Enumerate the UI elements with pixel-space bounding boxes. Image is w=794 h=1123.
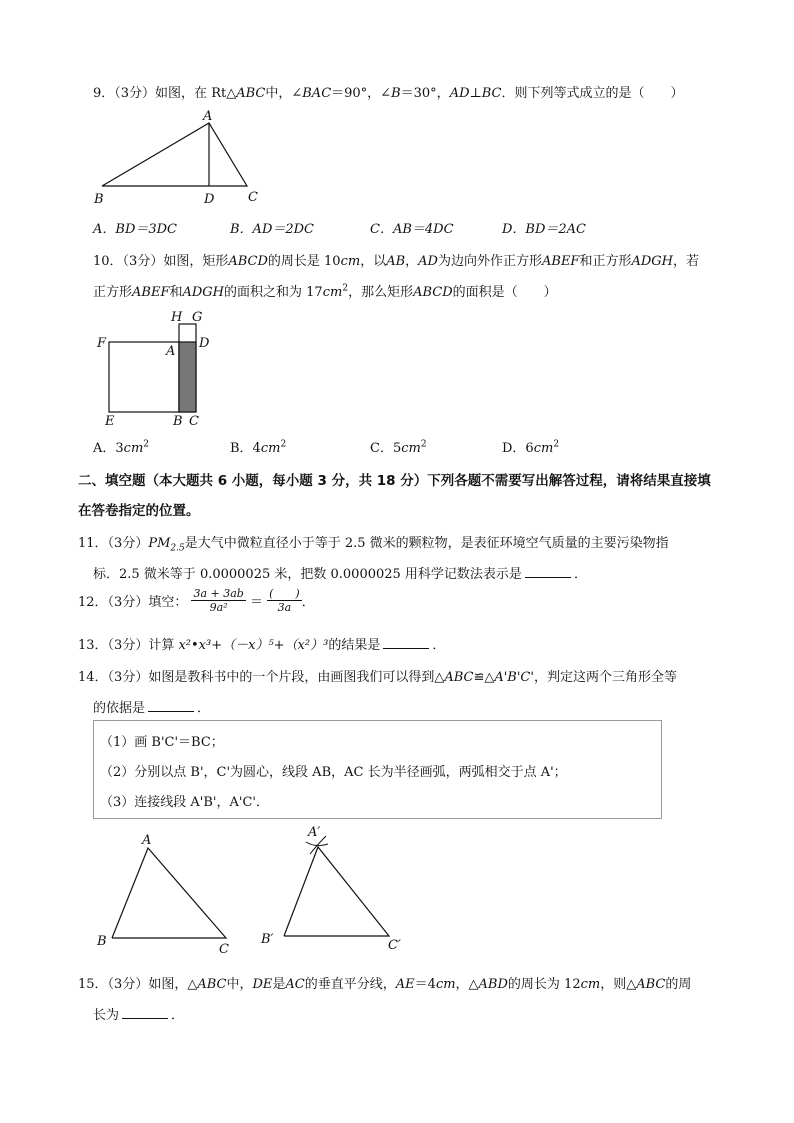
question-15-line2	[93, 1004, 184, 1023]
q10-ab: AB	[386, 254, 406, 269]
q10-label-g: G	[192, 310, 203, 325]
q15-cm: cm	[435, 977, 456, 992]
q14-step-2: （2）分别以点 B'，C'为圆心，线段 AB，AC 长为半径画弧，两弧相交于点 A'；	[100, 765, 567, 780]
q9-label-d: D	[204, 192, 215, 207]
question-13	[78, 634, 445, 653]
q10-l2-adgh: ADGH	[182, 285, 225, 300]
q10-l2d: ，那么矩形	[348, 285, 414, 300]
q15-e: ＝4	[414, 977, 436, 992]
q9-text: 9．（3分）如图，在	[93, 86, 208, 101]
q9-bc: BC	[481, 86, 502, 101]
q10-l2e: 的面积是（ ）	[452, 285, 557, 300]
q10-option-c: C．$5cm^2$	[370, 439, 427, 456]
q11-answer-blank[interactable]	[525, 567, 571, 578]
q14-abc2: A'B'C'	[494, 670, 534, 685]
q14-textbook-box	[93, 720, 662, 819]
q9-mid1: 中，∠	[265, 86, 303, 101]
q15-h: ，则△	[600, 977, 637, 992]
q15-cm2: cm	[580, 977, 601, 992]
q14-fig1-c: C	[219, 942, 229, 957]
q14-abc-outline	[112, 848, 226, 938]
question-15-line1	[78, 973, 691, 992]
q10-l2-cm: cm	[322, 285, 343, 300]
q12-end: ．	[301, 595, 315, 610]
q15-i: 的周	[665, 977, 692, 992]
q10-cm: cm	[340, 254, 361, 269]
q10-option-b: B．$4cm^2$	[230, 439, 287, 456]
q12-fraction-left	[191, 587, 245, 614]
q14-b: ，判定这两个三角形全等	[533, 670, 677, 685]
q11-pm: PM	[148, 536, 171, 551]
q14-abc: ABC	[444, 670, 474, 685]
q9-rt: Rt△	[211, 86, 237, 101]
q10-label-f: F	[97, 336, 107, 351]
q9-bac: BAC	[302, 86, 332, 101]
q15-f: ，△	[455, 977, 479, 992]
q11-sub: 2.5	[170, 543, 185, 554]
q12-prefix: 12．（3分）填空：	[78, 595, 188, 610]
q10-option-d: D．$6cm^2$	[502, 439, 560, 456]
q10-rect-abcd	[179, 342, 196, 412]
q14-cong: ≌△	[473, 670, 495, 685]
q14-a-prime-outline	[284, 847, 389, 936]
q15-c: 是	[272, 977, 286, 992]
q9-triangle	[102, 123, 247, 186]
q10-abef: ABEF	[542, 254, 580, 269]
q11-line2-text: 标．2.5 微米等于 0.0000025 米，把数 0.0000025 用科学记数法表示是	[93, 567, 522, 582]
q15-d: 的垂直平分线，	[304, 977, 396, 992]
q15-abc2: ABC	[636, 977, 666, 992]
q9-perp: ⊥	[469, 86, 482, 101]
q9-tail: ．则下列等式成立的是（ ）	[501, 86, 684, 101]
question-10-line1	[93, 250, 699, 269]
q10-label-h: H	[171, 310, 183, 325]
q12-num2[interactable]: ( )	[269, 587, 300, 600]
q13-answer-blank[interactable]	[383, 638, 429, 649]
q9-label-a: A	[203, 109, 213, 124]
q9-option-a: A．BD＝3DC	[93, 222, 178, 237]
q10-d: 为边向外作正方形	[437, 254, 542, 269]
q10-option-a-text: A．3	[93, 441, 124, 456]
q10-comma: ，	[405, 254, 419, 269]
q12-den2: 3a	[277, 601, 292, 614]
q10-label-a: A	[166, 344, 176, 359]
q9-mid2: ＝90°，∠	[331, 86, 392, 101]
q14-fig2-c: C′	[388, 938, 401, 953]
q11-b: 是大气中微粒直径小于等于 2.5 微米的颗粒物，是表征环境空气质量的主要污染物指	[184, 536, 669, 551]
q11-a: 11．（3分）	[78, 536, 149, 551]
q12-den1: 9a²	[209, 601, 228, 614]
question-10-line2: 正方形ABEF和ADGH的面积之和为 $17cm^2$，那么矩形ABCD的面积是（ ）	[93, 283, 557, 300]
q10-l2a: 正方形	[93, 285, 133, 300]
q10-l2b: 和	[169, 285, 183, 300]
q15-ac: AC	[285, 977, 305, 992]
q13-prefix: 13．（3分）计算	[78, 638, 175, 653]
q10-option-a: A．$3cm^2$	[93, 439, 150, 456]
q13-suffix: 的结果是	[328, 638, 381, 653]
q14-triangle-abc	[92, 828, 242, 958]
q15-answer-blank[interactable]	[122, 1008, 168, 1019]
q9-option-c: C．AB＝4DC	[370, 222, 454, 237]
q10-option-b-text: B．4	[230, 441, 261, 456]
q15-end: ．	[171, 1008, 185, 1023]
q10-ad: AD	[418, 254, 438, 269]
q9-label-c: C	[248, 190, 258, 205]
q13-end: ．	[432, 638, 446, 653]
q14-fig2-a: A′	[308, 825, 321, 840]
q15-a: 15．（3分）如图，△	[78, 977, 198, 992]
q10-option-d-text: D．6	[502, 441, 534, 456]
q15-de: DE	[252, 977, 273, 992]
q10-f: ，若	[673, 254, 700, 269]
q9-b: B	[391, 86, 401, 101]
q14-step-3: （3）连接线段 A'B'，A'C'．	[100, 795, 269, 810]
q13-expression: x²•x³+（－x）⁵+（x²）³	[178, 638, 329, 653]
q10-b: 的周长是 10	[267, 254, 341, 269]
q14-triangle-a-prime	[256, 822, 416, 954]
q15-abd: ABD	[478, 977, 508, 992]
q10-e: 和正方形	[579, 254, 632, 269]
q9-mid3: ＝30°，	[400, 86, 450, 101]
q10-a: 10．（3分）如图，矩形	[93, 254, 229, 269]
section-2-heading-line1: 二、填空题（本大题共 6 小题，每小题 3 分，共 18 分）下列各题不需要写出解答过程，请将结果直接填	[78, 473, 711, 489]
q14-fig1-a: A	[142, 833, 152, 848]
q14-a: 14．（3分）如图是教科书中的一个片段，由画图我们可以得到△	[78, 670, 445, 685]
q10-adgh: ADGH	[631, 254, 674, 269]
q10-l2-abcd: ABCD	[413, 285, 453, 300]
q9-abc: ABC	[236, 86, 266, 101]
q10-abcd: ABCD	[228, 254, 268, 269]
question-11-line1	[78, 532, 669, 554]
q15-ae: AE	[395, 977, 415, 992]
q14-fig2-b: B′	[261, 932, 274, 947]
q14-answer-blank[interactable]	[148, 701, 194, 712]
q10-c: ，以	[360, 254, 387, 269]
q10-label-d: D	[199, 336, 210, 351]
q10-label-b: B	[173, 414, 183, 429]
question-9-stem	[93, 82, 684, 101]
q15-g: 的周长为 12	[507, 977, 581, 992]
q9-option-b: B．AD＝2DC	[230, 222, 315, 237]
question-14-line1	[78, 666, 677, 685]
q9-options	[93, 218, 693, 236]
q9-ad: AD	[449, 86, 470, 101]
q15-line2-text: 长为	[93, 1008, 120, 1023]
q10-label-c: C	[189, 414, 199, 429]
q12-eq: ＝	[249, 595, 263, 610]
q14-fig1-b: B	[97, 934, 107, 949]
q12-fraction-right[interactable]	[267, 587, 302, 614]
question-11-line2	[93, 563, 587, 582]
q14-step-1: （1）画 B'C'＝BC；	[100, 735, 224, 750]
q10-option-c-text: C．5	[370, 441, 402, 456]
q10-rectangle-figure	[90, 306, 220, 430]
q10-l2-abef: ABEF	[132, 285, 170, 300]
section-2-heading-line2: 在答卷指定的位置。	[78, 503, 200, 519]
question-14-line2	[93, 697, 210, 716]
q10-label-e: E	[105, 414, 115, 429]
q15-b: 中，	[226, 977, 253, 992]
q14-line2-text: 的依据是	[93, 701, 146, 716]
q11-end: ．	[573, 567, 587, 582]
q14-end: ．	[197, 701, 211, 716]
q15-abc: ABC	[197, 977, 227, 992]
q10-options	[93, 437, 693, 455]
q9-label-b: B	[94, 192, 104, 207]
q9-option-d: D．BD＝2AC	[502, 222, 587, 237]
question-12	[78, 587, 315, 614]
q9-triangle-figure	[88, 108, 268, 208]
q10-l2c: 的面积之和为 17	[224, 285, 323, 300]
q12-num1: 3a + 3ab	[193, 587, 244, 600]
